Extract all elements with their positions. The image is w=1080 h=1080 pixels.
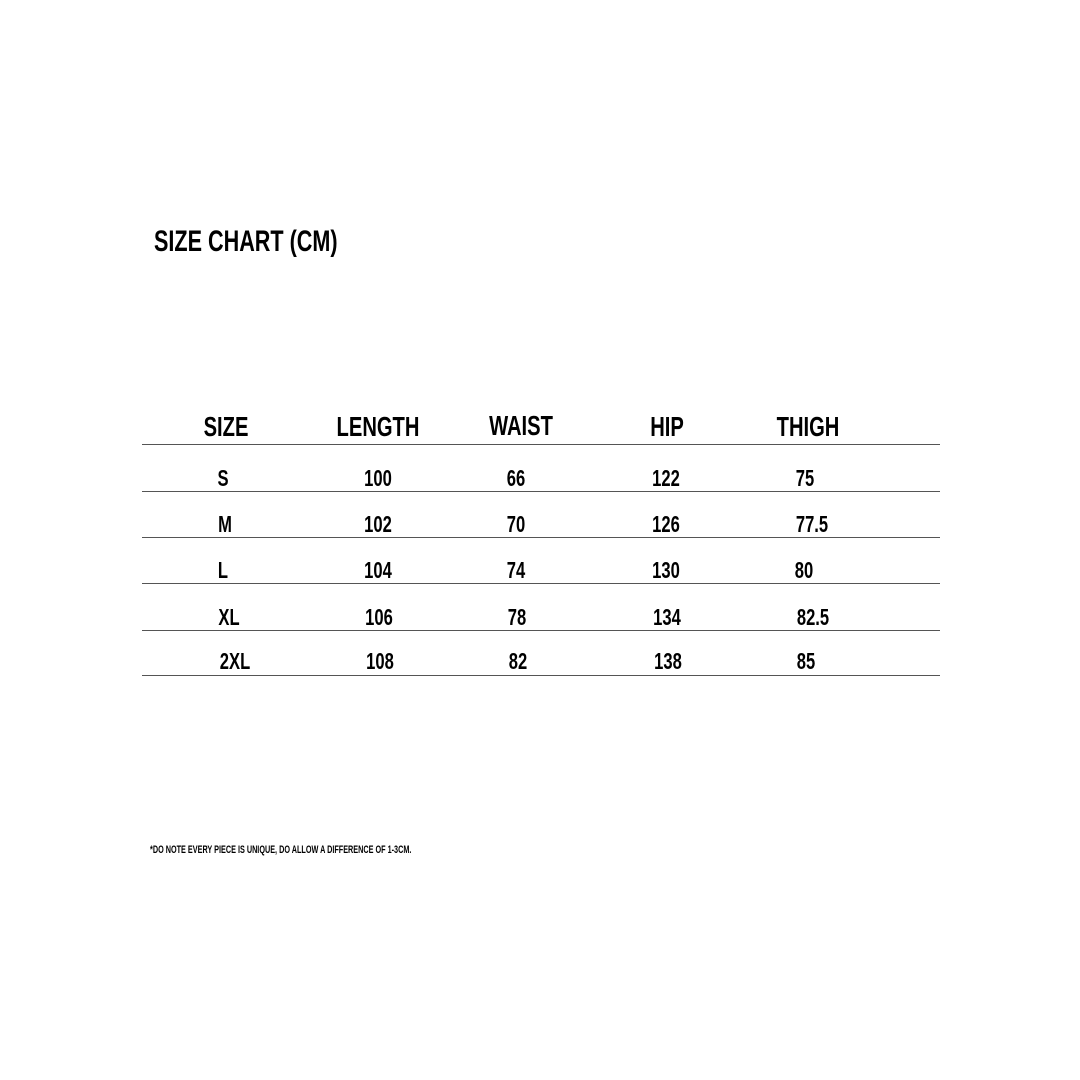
table-divider bbox=[142, 491, 940, 492]
column-header-thigh: THIGH bbox=[776, 411, 840, 442]
table-cell-thigh: 80 bbox=[794, 557, 814, 583]
table-divider bbox=[142, 630, 940, 631]
table-cell-waist: 78 bbox=[507, 604, 527, 630]
table-divider bbox=[142, 537, 940, 538]
table-cell-hip: 134 bbox=[653, 604, 681, 630]
table-cell-size: 2XL bbox=[219, 648, 251, 674]
table-divider bbox=[142, 675, 940, 676]
table-cell-hip: 126 bbox=[652, 511, 680, 537]
table-cell-size: M bbox=[218, 511, 232, 537]
column-header-hip: HIP bbox=[650, 411, 684, 442]
table-cell-waist: 74 bbox=[506, 557, 526, 583]
page-title: SIZE CHART (CM) bbox=[154, 225, 338, 258]
table-cell-size: L bbox=[217, 557, 229, 583]
column-header-length: LENGTH bbox=[336, 411, 420, 442]
table-cell-thigh: 85 bbox=[796, 648, 816, 674]
table-cell-hip: 122 bbox=[652, 465, 680, 491]
table-cell-length: 108 bbox=[366, 648, 394, 674]
table-divider bbox=[142, 444, 940, 445]
table-cell-length: 102 bbox=[364, 511, 392, 537]
table-cell-thigh: 82.5 bbox=[796, 604, 830, 630]
table-cell-length: 100 bbox=[364, 465, 392, 491]
table-cell-waist: 70 bbox=[506, 511, 526, 537]
table-cell-size: XL bbox=[218, 604, 240, 630]
table-cell-size: S bbox=[217, 465, 229, 491]
column-header-size: SIZE bbox=[203, 411, 249, 442]
table-cell-waist: 66 bbox=[506, 465, 526, 491]
table-cell-waist: 82 bbox=[508, 648, 528, 674]
table-cell-hip: 130 bbox=[652, 557, 680, 583]
table-divider bbox=[142, 583, 940, 584]
table-cell-thigh: 75 bbox=[795, 465, 815, 491]
column-header-waist: WAIST bbox=[489, 410, 553, 441]
footnote: *DO NOTE EVERY PIECE IS UNIQUE, DO ALLOW A DIFFERENCE OF 1-3CM. bbox=[150, 844, 412, 856]
table-cell-thigh: 77.5 bbox=[795, 511, 829, 537]
table-cell-hip: 138 bbox=[654, 648, 682, 674]
table-cell-length: 106 bbox=[365, 604, 393, 630]
table-cell-length: 104 bbox=[364, 557, 392, 583]
